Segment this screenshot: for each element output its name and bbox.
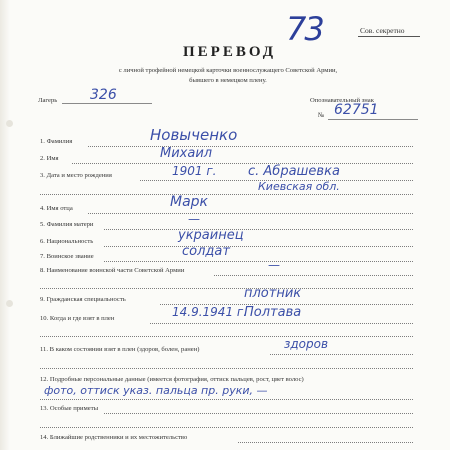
field-rule: [72, 163, 413, 164]
field-label-birth: 3. Дата и место рождения: [40, 172, 112, 179]
field-value-capture-place: Полтава: [244, 305, 302, 320]
paper-edge: [0, 0, 10, 450]
subtitle-line-2: бывшего в немецком плену.: [189, 77, 267, 84]
field-label-condition: 11. В каком состоянии взят в плен (здоров, болен, ранен): [40, 346, 200, 353]
camp-label: Лагерь: [38, 97, 58, 104]
field-rule: [40, 336, 413, 337]
field-value-profession: плотник: [244, 286, 302, 301]
field-rule: [150, 323, 413, 324]
id-tag-label: Опознавательный знак: [310, 97, 374, 104]
field-label-marks: 13. Особые приметы: [40, 405, 99, 412]
punch-hole: [6, 300, 13, 307]
field-label-profession: 9. Гражданская специальность: [40, 296, 126, 303]
field-value-rank: солдат: [182, 244, 230, 259]
camp-value: 326: [90, 87, 117, 103]
field-rule: [40, 194, 413, 195]
field-label-capture: 10. Когда и где взят в плен: [40, 315, 115, 322]
field-rule: [88, 146, 413, 147]
id-tag-prefix: №: [318, 112, 325, 119]
field-rule: [88, 213, 413, 214]
subtitle-line-1: с личной трофейной немецкой карточки военнослужащего Советской Армии,: [118, 67, 338, 74]
field-rule: [104, 246, 413, 247]
field-rule: [270, 354, 413, 355]
field-rule: [104, 261, 413, 262]
field-rule: [214, 275, 413, 276]
field-value-mother: —: [188, 212, 200, 226]
field-rule: [104, 229, 413, 230]
field-value-birth-year: 1901 г.: [172, 164, 217, 178]
camp-line: [62, 103, 152, 104]
field-value-birth-region: Киевская обл.: [258, 180, 340, 193]
field-value-nationality: украинец: [178, 228, 244, 243]
field-label-unit: 8. Наименование воинской части Советской Армии: [40, 267, 185, 274]
field-rule: [40, 288, 413, 289]
field-rule: [40, 368, 413, 369]
field-label-nationality: 6. Национальность: [40, 238, 94, 245]
field-value-father: Марк: [170, 194, 209, 210]
field-label-father: 4. Имя отца: [40, 205, 73, 212]
field-label-mother: 5. Фамилия матери: [40, 221, 94, 228]
field-value-birth-place: с. Абрашевка: [248, 164, 340, 179]
field-rule: [40, 427, 413, 428]
field-value-unit: —: [268, 258, 280, 272]
id-tag-value: 62751: [334, 102, 379, 118]
field-value-capture-date: 14.9.1941 г.: [172, 305, 248, 319]
classification-label: Сов. секретно: [360, 26, 405, 35]
field-value-name: Михаил: [160, 146, 213, 161]
field-rule: [104, 413, 413, 414]
field-label-rank: 7. Воинское звание: [40, 253, 94, 260]
field-value-condition: здоров: [284, 337, 329, 351]
field-value-surname: Новыченко: [150, 126, 238, 144]
field-rule: [40, 399, 413, 400]
field-label-relatives: 14. Ближайшие родственники и их местожительство: [40, 434, 188, 441]
handwritten-stamp-number: 73: [286, 10, 323, 48]
classification-underline: [358, 36, 420, 37]
field-label-name: 2. Имя: [40, 155, 59, 162]
field-value-personal: фото, оттиск указ. пальца пр. руки, —: [44, 384, 268, 397]
id-tag-line: [328, 119, 418, 120]
field-rule: [238, 442, 413, 443]
punch-hole: [6, 120, 13, 127]
document-title: ПЕРЕВОД: [183, 44, 277, 60]
field-label-surname: 1. Фамилия: [40, 138, 73, 145]
field-label-personal: 12. Подробные персональные данные (имеется фотография, оттиск пальцев, рост, цвет волос): [40, 376, 304, 383]
